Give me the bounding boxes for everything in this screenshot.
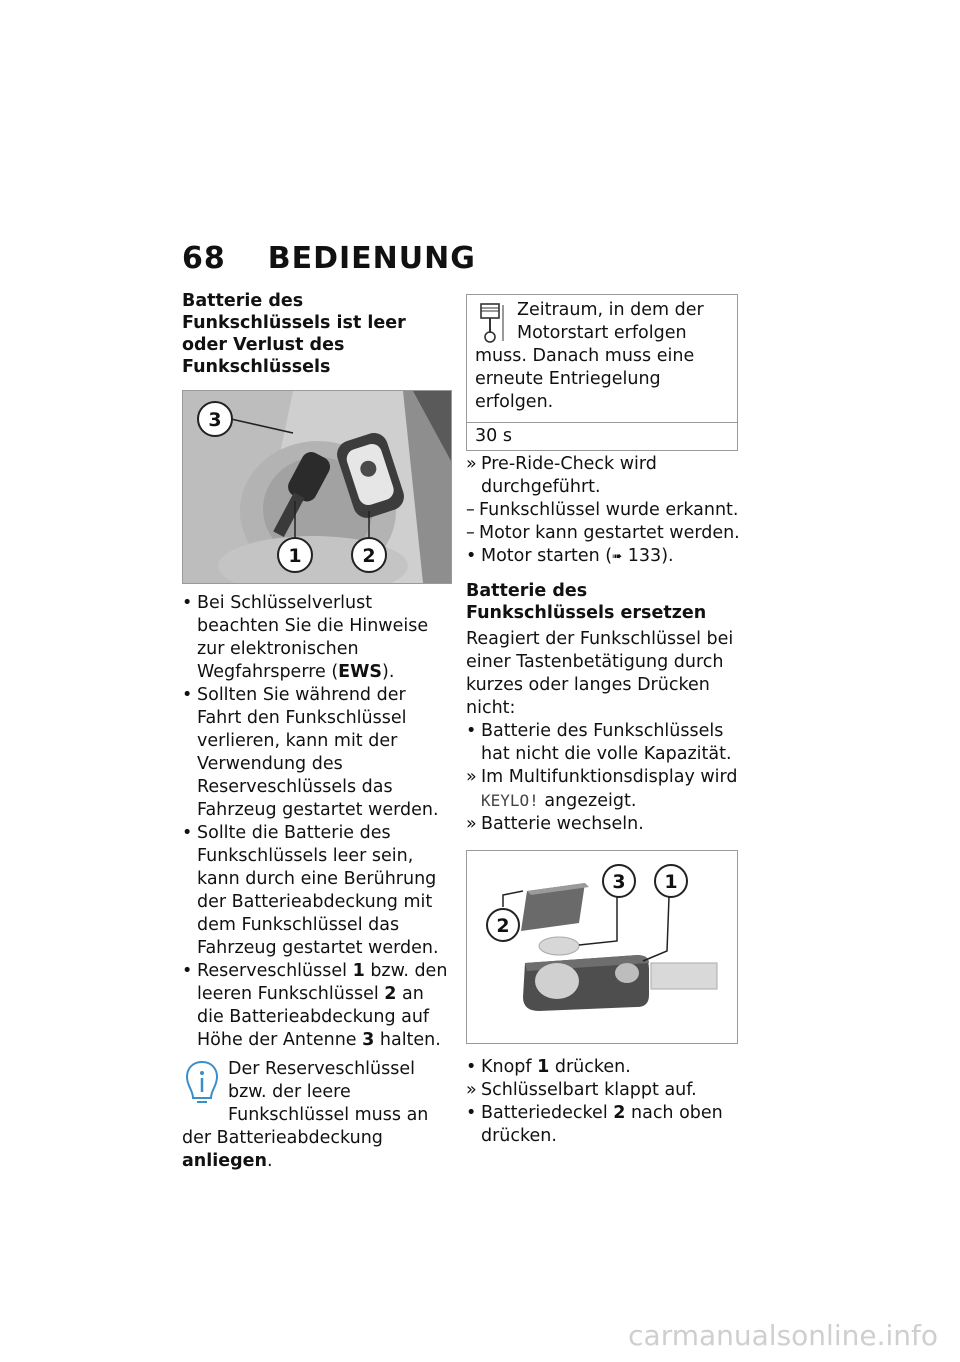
list-item: » Batterie wechseln. [466,813,740,836]
key-battery-illustration [467,851,737,1043]
callout-ref-2: 2 [384,984,397,1004]
page-title: BEDIENUNG [267,241,476,276]
figure-callout-2: 2 [496,915,510,937]
figure-callout-3: 3 [612,871,626,893]
page-header [182,241,476,276]
list-item: • Sollten Sie während der Fahrt den Funkschlüssel verlieren, kann mit der Verwendung des Reserveschlüssels das Fahrzeug gestartet werden. [182,684,454,822]
figure-callout-1: 1 [664,871,678,893]
figure-callout-1: 1 [288,545,302,567]
figure-callout-3: 3 [208,409,222,431]
right-column [466,294,740,1148]
list-item: » Pre-Ride-Check wird durchgeführt. [466,453,740,499]
list-item: • Batteriedeckel 2 nach oben drücken. [466,1102,740,1148]
list-item: • Bei Schlüsselverlust beachten Sie die Hinweise zur elektronischen Wegfahrsperre (EWS). [182,592,454,684]
page-reference-link[interactable]: 133 [627,546,662,566]
section-heading-replace-battery: Batterie des Funkschlüssels ersetzen [466,581,707,623]
list-item: • Knopf 1 drücken. [466,1056,740,1079]
key-battery-figure [466,850,738,1044]
display-message: KEYLO! [481,791,539,810]
ews-link[interactable]: EWS [338,662,383,682]
key-loss-list [182,592,454,1052]
battery-steps-list [466,1056,740,1148]
list-item: • Sollte die Batterie des Funkschlüssels leer sein, kann durch eine Berührung der Batterieabdeckung mit dem Funkschlüssel das Fahrzeug gestartet werden. [182,822,454,960]
technical-data-box [466,294,738,451]
key-antenna-figure [182,390,452,584]
key-antenna-illustration [183,391,451,583]
list-item: • Batterie des Funkschlüssels hat nicht die volle Kapazität. [466,720,740,766]
list-item: – Funkschlüssel wurde erkannt. [466,499,740,522]
engine-piston-icon [475,301,509,345]
left-column [182,290,454,1173]
list-item: – Motor kann gestartet werden. [466,522,740,545]
list-item: » Schlüsselbart klappt auf. [466,1079,740,1102]
battery-status-list [466,720,740,836]
callout-ref-1: 1 [352,961,365,981]
figure-callout-2: 2 [362,545,376,567]
callout-ref-3: 3 [362,1030,375,1050]
technical-data-description: Zeitraum, in dem der Motorstart erfolgen muss. Danach muss eine erneute Entriegelung erfolgen. [467,295,737,423]
info-icon [184,1060,220,1106]
info-note: Der Reserveschlüssel bzw. der leere Funkschlüssel muss an der Batterieabdeckung anliegen. [182,1059,429,1171]
start-results-list [466,453,740,568]
callout-ref-2: 2 [613,1103,626,1123]
list-item: • Motor starten (➠ 133). [466,545,740,568]
page-reference-arrow-icon: ➠ [612,549,623,563]
page-number: 68 [182,241,226,276]
section-heading-key-battery: Batterie des Funkschlüssels ist leer oder Verlust des Funkschlüssels [182,291,406,377]
replace-battery-intro: Reagiert der Funkschlüssel bei einer Tastenbetätigung durch kurzes oder langes Drücken nicht: [466,629,734,718]
watermark: carmanualsonline.info [628,1319,938,1352]
callout-ref-1: 1 [537,1057,550,1077]
list-item: • Reserveschlüssel 1 bzw. den leeren Funkschlüssel 2 an die Batterieabdeckung auf Höhe der Antenne 3 halten. [182,960,454,1052]
list-item: » Im Multifunktionsdisplay wird KEYLO! angezeigt. [466,766,740,813]
technical-data-value: 30 s [475,426,512,446]
